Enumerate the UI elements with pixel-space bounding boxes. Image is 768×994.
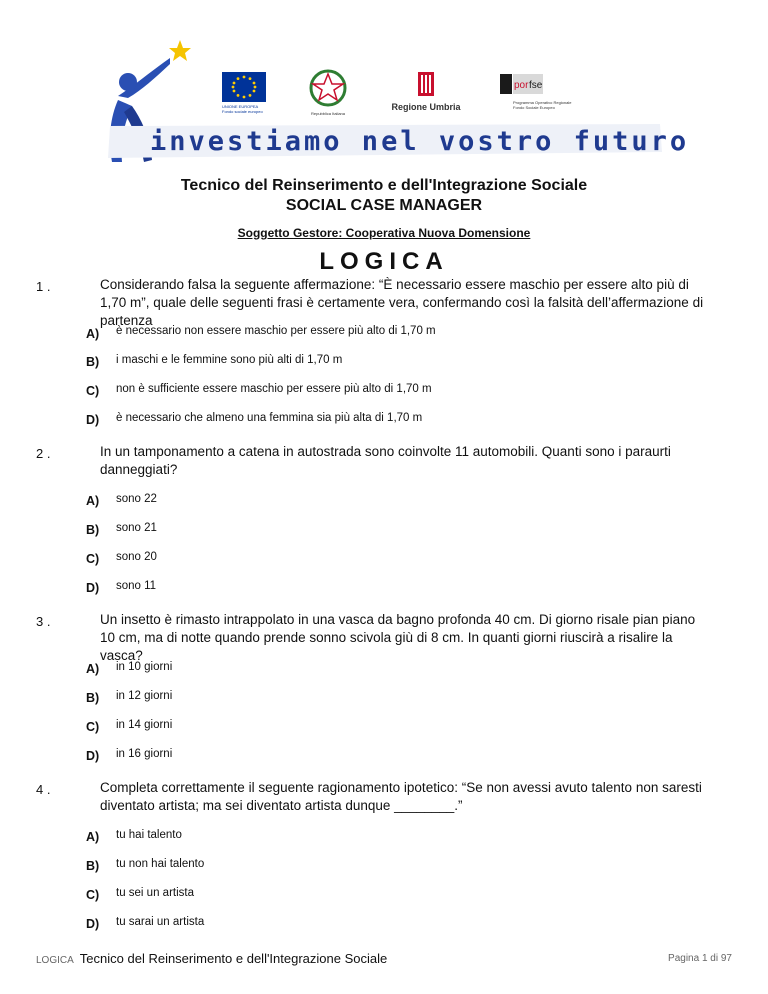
option-text: in 10 giorni [116, 661, 173, 673]
region-name: Regione Umbria [391, 102, 461, 112]
option-text: sono 20 [116, 551, 157, 563]
question-text: In un tamponamento a catena in autostrada sono coinvolte 11 automobili. Quanti sono i paraurti danneggiati? [100, 444, 671, 477]
italian-emblem-logo [311, 71, 346, 116]
eu-flag-logo [222, 72, 266, 114]
question-number: 4 . [36, 782, 51, 797]
option-letter: C) [86, 720, 100, 734]
option-letter: B) [86, 523, 100, 537]
italy-caption: Repubblica Italiana [310, 111, 346, 116]
option-letter: D) [86, 917, 100, 931]
question-text: Considerando falsa la seguente affermazione: “È necessario essere maschio per essere alto più di 1,70 m”, quale delle seguenti frasi è certamente vera, confermando così la falsità dell’affermazione di partenza [100, 277, 704, 328]
option-letter: D) [86, 581, 100, 595]
footer-course: Tecnico del Reinserimento e dell'Integrazione Sociale [79, 951, 388, 966]
por-caption-line-1: Programma Operativo Regionale [513, 100, 572, 105]
question-number: 1 . [36, 279, 51, 294]
option-letter: A) [86, 494, 100, 508]
course-subtitle: SOCIAL CASE MANAGER [285, 197, 483, 214]
option-letter: C) [86, 888, 100, 902]
option-text: sono 22 [116, 493, 157, 505]
por-prefix: por [514, 80, 529, 91]
page-number: Pagina 1 di 97 [668, 953, 732, 964]
eu-caption-line-1: UNIONE EUROPEA [222, 104, 259, 109]
header-banner [0, 0, 768, 180]
page-footer [36, 951, 732, 971]
por-fse-logo [500, 74, 572, 110]
option-text: tu hai talento [116, 829, 182, 841]
option-letter: B) [86, 859, 100, 873]
footer-left [36, 951, 387, 966]
option-letter: D) [86, 413, 100, 427]
option-text: è necessario non essere maschio per essere più alto di 1,70 m [116, 325, 436, 337]
option-text: tu sarai un artista [116, 916, 205, 928]
option-letter: D) [86, 749, 100, 763]
question-text: Completa correttamente il seguente ragionamento ipotetico: “Se non avessi avuto talento non saresti diventato artista; ma sei diventato artista dunque ________.” [100, 780, 702, 813]
option-letter: C) [86, 384, 100, 398]
por-suffix: fse [529, 80, 543, 91]
option-letter: A) [86, 327, 100, 341]
option-text: in 16 giorni [116, 748, 173, 760]
option-text: tu non hai talento [116, 858, 205, 870]
por-caption-line-2: Fondo Sociale Europeo [513, 105, 555, 110]
footer-section: LOGICA [36, 955, 74, 966]
regione-umbria-logo [391, 72, 461, 112]
option-text: i maschi e le femmine sono più alti di 1,70 m [116, 354, 343, 366]
option-letter: C) [86, 552, 100, 566]
option-text: non è sufficiente essere maschio per essere più alto di 1,70 m [116, 383, 432, 395]
option-text: è necessario che almeno una femmina sia più alta di 1,70 m [116, 412, 423, 424]
option-text: tu sei un artista [116, 887, 194, 899]
managing-entity: Soggetto Gestore: Cooperativa Nuova Domensione [237, 226, 531, 240]
question-number: 3 . [36, 614, 51, 629]
slogan-text: investiamo nel vostro futuro [150, 126, 690, 157]
question-number: 2 . [36, 446, 51, 461]
option-letter: A) [86, 662, 100, 676]
eu-caption-line-2: Fondo sociale europeo [222, 109, 263, 114]
question-text: Un insetto è rimasto intrappolato in una vasca da bagno profonda 40 cm. Di giorno risale pian piano 10 cm, ma di notte quando prende sonno scivola giù di 8 cm. In quanti giorni riuscirà a risalire la vasca? [100, 612, 696, 663]
option-text: in 14 giorni [116, 719, 173, 731]
option-letter: A) [86, 830, 100, 844]
section-title: LOGICA [319, 248, 449, 275]
option-text: in 12 giorni [116, 690, 173, 702]
option-letter: B) [86, 355, 100, 369]
option-text: sono 21 [116, 522, 157, 534]
option-text: sono 11 [116, 580, 157, 592]
course-title: Tecnico del Reinserimento e dell'Integrazione Sociale [180, 177, 588, 194]
title-block [0, 176, 768, 216]
option-letter: B) [86, 691, 100, 705]
